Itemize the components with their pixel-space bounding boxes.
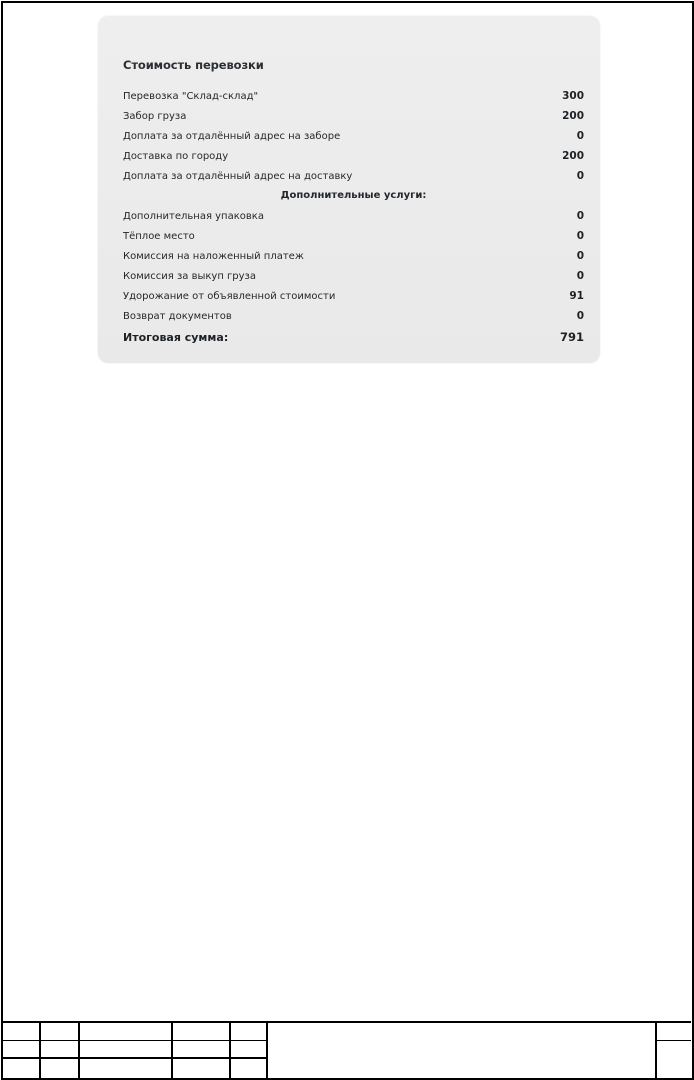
cost-row-document-return	[123, 306, 584, 326]
row-value: 0	[576, 310, 584, 322]
cost-card	[98, 16, 600, 363]
row-label: Доставка по городу	[123, 150, 229, 162]
row-label: Забор груза	[123, 110, 187, 122]
total-value: 791	[559, 330, 584, 344]
title-block-col-line	[229, 1021, 231, 1078]
cost-row-cod-commission	[123, 246, 584, 266]
row-label: Перевозка "Склад-склад"	[123, 90, 259, 102]
additional-services-header: Дополнительные услуги:	[280, 190, 427, 201]
row-value: 91	[569, 290, 584, 302]
cost-row-delivery-remote	[123, 166, 584, 186]
title-block	[1, 1021, 694, 1080]
title-block-sheet-line	[655, 1040, 691, 1041]
row-value: 300	[562, 90, 584, 102]
title-block-col-line	[78, 1021, 80, 1078]
row-label: Возврат документов	[123, 310, 232, 322]
title-block-col-line	[171, 1021, 173, 1078]
cost-row-warehouse	[123, 86, 584, 106]
row-label: Комиссия на наложенный платеж	[123, 250, 304, 262]
row-value: 0	[576, 130, 584, 142]
cost-row-pickup-remote	[123, 126, 584, 146]
title-block-col-line	[39, 1021, 41, 1078]
cost-row-buyout-commission	[123, 266, 584, 286]
row-value: 200	[562, 110, 584, 122]
row-value: 200	[562, 150, 584, 162]
row-value: 0	[576, 270, 584, 282]
row-value: 0	[576, 210, 584, 222]
cost-total-row	[123, 326, 584, 348]
cost-row-packaging	[123, 206, 584, 226]
total-label: Итоговая сумма:	[123, 330, 229, 344]
row-value: 0	[576, 170, 584, 182]
row-label: Дополнительная упаковка	[123, 210, 264, 222]
title-block-top-line	[1, 1021, 691, 1023]
cost-row-pickup	[123, 106, 584, 126]
cost-row-declared-value	[123, 286, 584, 306]
title-block-col-line	[266, 1021, 268, 1078]
row-value: 0	[576, 250, 584, 262]
cost-row-city-delivery	[123, 146, 584, 166]
row-label: Доплата за отдалённый адрес на заборе	[123, 130, 341, 142]
row-label: Комиссия за выкуп груза	[123, 270, 257, 282]
row-label: Доплата за отдалённый адрес на доставку	[123, 170, 353, 182]
title-block-col-line	[655, 1021, 657, 1078]
cost-row-warm-place	[123, 226, 584, 246]
card-title: Стоимость перевозки	[123, 58, 264, 72]
row-label: Тёплое место	[123, 230, 195, 242]
cost-rows	[123, 86, 584, 348]
row-label: Удорожание от объявленной стоимости	[123, 290, 336, 302]
row-value: 0	[576, 230, 584, 242]
